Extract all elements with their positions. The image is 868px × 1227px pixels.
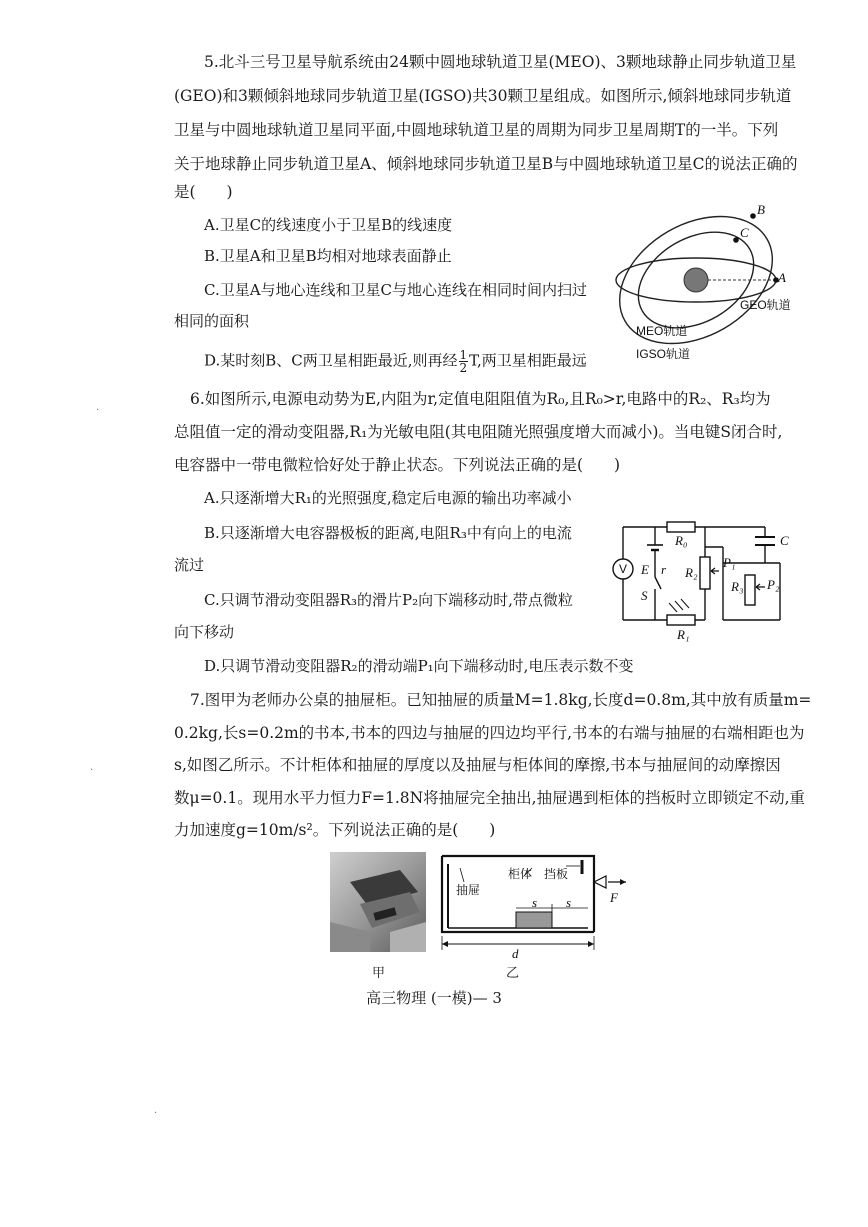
switch-s-icon [655, 577, 661, 589]
q5-option-c-line-2: 相同的面积 [174, 312, 250, 330]
q6-option-d: D.只调节滑动变阻器R₂的滑动端P₁向下端移动时,电压表示数不变 [204, 657, 634, 675]
label-r2: R₂ [685, 565, 698, 580]
q6-option-c-line-1: C.只调节滑动变阻器R₃的滑片P₂向下端移动时,带点微粒 [204, 591, 573, 609]
label-p2: P₂ [767, 577, 780, 592]
label-r: r [661, 562, 667, 577]
q5-option-d-pre: D.某时刻B、C两卫星相距最近,则再经 [204, 351, 458, 370]
label-geo-orbit: GEO轨道 [740, 298, 791, 312]
earth-icon [684, 268, 708, 292]
q5-option-d-post: T,两卫星相距最远 [469, 351, 587, 370]
label-c: C [740, 225, 749, 240]
label-v: V [619, 562, 628, 576]
fraction [459, 349, 469, 374]
label-a: A [778, 270, 786, 285]
q6-line-3: 电容器中一带电微粒恰好处于静止状态。下列说法正确的是( ) [174, 456, 621, 474]
label-r3: R₃ [731, 579, 744, 594]
resistor-r0-icon [667, 522, 695, 532]
circuit-figure [605, 515, 805, 645]
drawer-schematic [436, 852, 632, 964]
label-f: F [610, 890, 618, 905]
q6-line-1: 6.如图所示,电源电动势为E,内阻为r,定值电阻阻值为R₀,且R₀>r,电路中的R₂、R₃均为 [190, 390, 771, 408]
q5-line-1: 5.北斗三号卫星导航系统由24颗中圆地球轨道卫星(MEO)、3颗地球静止同步轨道卫星 [204, 53, 797, 71]
light-arrows-icon [669, 599, 689, 612]
caption-jia: 甲 [372, 965, 386, 980]
page-footer: 高三物理 (一模)— 3 [366, 989, 502, 1007]
q5-line-3: 卫星与中圆地球轨道卫星同平面,中圆地球轨道卫星的周期为同步卫星周期T的一半。下列 [174, 121, 779, 139]
q6-option-a: A.只逐渐增大R₁的光照强度,稳定后电源的输出功率减小 [204, 489, 572, 507]
q7-line-1: 7.图甲为老师办公桌的抽屉柜。已知抽屉的质量M=1.8kg,长度d=0.8m,其中放有质量m= [190, 691, 812, 709]
book-icon [516, 912, 552, 928]
label-c: C [780, 533, 789, 548]
label-e: E [641, 562, 649, 577]
drawer-photo [330, 852, 426, 952]
label-r0: R₀ [675, 533, 688, 548]
label-meo-orbit: MEO轨道 [636, 324, 688, 338]
label-p1: P₁ [723, 555, 736, 570]
q6-option-b-line-2: 流过 [174, 556, 205, 574]
scan-speck: · [96, 405, 100, 416]
label-r1: R₁ [677, 627, 690, 642]
label-s-gap: s [566, 895, 572, 910]
label-igso-orbit: IGSO轨道 [636, 347, 691, 361]
rheostat-r2-icon [700, 557, 710, 589]
label-d: d [512, 946, 519, 961]
q5-line-2: (GEO)和3颗倾斜地球同步轨道卫星(IGSO)共30颗卫星组成。如图所示,倾斜地球同步轨道 [174, 87, 792, 105]
q5-option-c-line-1: C.卫星A与地心连线和卫星C与地心连线在相同时间内扫过 [204, 281, 588, 299]
label-drawer: 抽屉 [456, 883, 481, 897]
satellite-c-icon [733, 237, 739, 243]
label-b: B [757, 202, 765, 217]
label-s-book: s [532, 895, 538, 910]
slider-p2-icon [756, 584, 765, 590]
slider-p1-icon [711, 568, 719, 574]
q6-option-b-line-1: B.只逐渐增大电容器极板的距离,电阻R₃中有向上的电流 [204, 524, 572, 542]
q7-line-3: s,如图乙所示。不计柜体和抽屉的厚度以及抽屉与柜体间的摩擦,书本与抽屉间的动摩擦因 [174, 756, 781, 774]
caption-yi: 乙 [506, 965, 520, 980]
q5-option-d [204, 349, 587, 374]
label-cabinet: 柜体 [508, 867, 533, 881]
q7-line-5: 力加速度g=10m/s²。下列说法正确的是( ) [174, 821, 496, 839]
q5-option-a: A.卫星C的线速度小于卫星B的线速度 [204, 216, 453, 234]
q7-line-2: 0.2kg,长s=0.2m的书本,书本的四边与抽屉的四边均平行,书本的右端与抽屉的右端相距也为 [174, 724, 805, 742]
q6-option-c-line-2: 向下移动 [174, 623, 235, 641]
q6-line-2: 总阻值一定的滑动变阻器,R₁为光敏电阻(其电阻随光照强度增大而减小)。当电键S闭合时, [174, 423, 783, 441]
q5-line-5: 是( ) [174, 183, 233, 201]
fraction-num: 1 [459, 348, 468, 362]
orbit-figure [610, 195, 800, 365]
q7-line-4: 数μ=0.1。现用水平力恒力F=1.8N将抽屉完全抽出,抽屉遇到柜体的挡板时立即锁定不动,重 [174, 789, 806, 807]
pull-handle-icon [594, 876, 606, 888]
q5-option-b: B.卫星A和卫星B均相对地球表面静止 [204, 247, 452, 265]
label-s: S [641, 588, 648, 603]
resistor-r1-icon [667, 615, 695, 625]
scan-speck: · [154, 1108, 158, 1119]
rheostat-r3-icon [745, 575, 755, 605]
label-stop-plate: 挡板 [544, 867, 569, 881]
fraction-den: 2 [459, 361, 468, 375]
scan-speck: · [90, 765, 94, 776]
q5-line-4: 关于地球静止同步轨道卫星A、倾斜地球同步轨道卫星B与中圆地球轨道卫星C的说法正确的 [174, 155, 798, 173]
satellite-b-icon [750, 213, 756, 219]
